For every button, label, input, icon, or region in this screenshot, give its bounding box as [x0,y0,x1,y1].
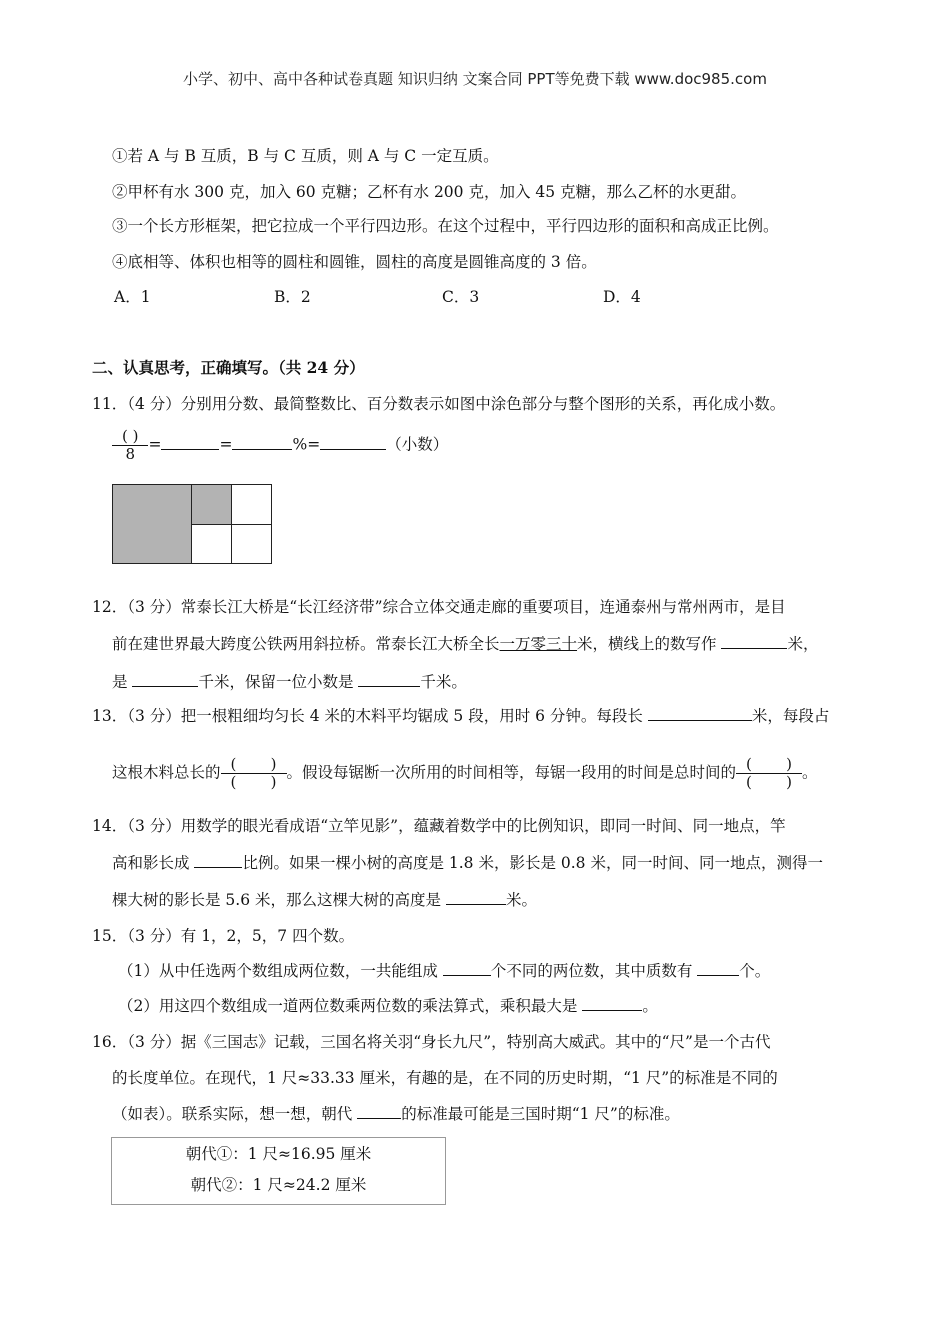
q13-line-2 [112,756,818,791]
page-header: 小学、初中、高中各种试卷真题 知识归纳 文案合同 PPT等免费下载 www.doc985.com [183,70,767,88]
figure-small-square [191,524,232,564]
q12-text: 千米，保留一位小数是 [198,673,354,691]
q14-text: 比例。如果一棵小树的高度是 1.8 米，影长是 0.8 米，同一时间、同一地点，测得一 [242,854,823,872]
section-title: 二、认真思考，正确填写。（共 24 分） [92,358,365,377]
q10-option-a[interactable]: A．1 [114,288,151,306]
q11-equals-1: = [148,435,162,454]
paren: ) [786,773,793,791]
q12-line-3 [112,672,467,692]
paren: ) [786,755,793,773]
q12-text: 米，横线上的数写作 [577,635,717,653]
q13-line-1 [92,706,829,726]
paren: ) [270,773,277,791]
q14-blank-proportion[interactable] [194,853,242,868]
q16-line-2: 的长度单位。在现代，1 尺≈33.33 厘米，有趣的是，在不同的历史时期，“1 尺”的标准是不同的 [112,1069,778,1087]
paren: ( [230,773,237,791]
q13-text: 米，每段占 [751,707,830,725]
q11-blank-decimal[interactable] [320,435,386,450]
q11-blank-percent[interactable] [232,435,292,450]
q12-blank-meters[interactable] [721,634,787,649]
q11-decimal-label: （小数） [386,435,449,454]
q15-part-2 [118,996,658,1016]
q11-equals-3: %= [292,435,321,454]
figure-big-shaded-square [112,484,192,564]
q13-text: 。假设每锯断一次所用的时间相等，每锯一段用的时间是总时间的 [286,763,737,782]
paren: ( [746,773,752,791]
q14-blank-height[interactable] [446,890,506,905]
q13-fraction-blank-2[interactable] [736,756,802,791]
figure-small-square [231,524,272,564]
q16-blank-dynasty[interactable] [357,1104,401,1119]
q15-stem: 15．（3 分）有 1，2，5，7 四个数。 [92,927,355,945]
q15-text: （1）从中任选两个数组成两位数，一共能组成 [118,962,438,980]
q14-line-3 [112,890,537,910]
q12-text: 是 [112,673,128,691]
q15-text: （2）用这四个数组成一道两位数乘两位数的乘法算式，乘积最大是 [118,997,578,1015]
q13-text: 。 [802,763,818,782]
q14-line-1: 14．（3 分）用数学的眼光看成语“立竿见影”，蕴藏着数学中的比例知识，即同一时间、同一地点，竿 [92,817,786,835]
table-row: 朝代①：1 尺≈16.95 厘米 [185,1145,372,1163]
paren: ) [270,755,277,773]
q13-text: 这根木料总长的 [112,763,221,782]
q12-underlined-number: 一万零三十 [499,635,578,653]
q12-text: 前在建世界最大跨度公铁两用斜拉桥。常泰长江大桥全长 [112,635,500,653]
q11-answer-line [112,428,448,463]
q16-line-3 [112,1104,680,1124]
q15-blank-primes[interactable] [697,961,739,976]
q15-text: 个。 [739,962,771,980]
q15-part-1 [118,961,770,981]
q14-text: 米。 [505,891,537,909]
q13-fraction-blank-1[interactable] [221,756,287,791]
q14-text: 高和影长成 [112,854,190,872]
q16-text: （如表）。联系实际，想一想，朝代 [112,1105,353,1123]
q13-text: 13．（3 分）把一根粗细均匀长 4 米的木料平均锯成 5 段，用时 6 分钟。每段长 [92,707,643,725]
q11-equals-2: = [219,435,233,454]
q11-blank-ratio[interactable] [161,435,219,450]
q10-option-c[interactable]: C．3 [442,288,480,306]
q11-fraction [112,428,148,463]
q13-blank-length[interactable] [648,706,752,721]
q15-blank-count[interactable] [443,961,491,976]
q12-blank-rounded[interactable] [358,672,420,687]
q16-line-1: 16．（3 分）据《三国志》记载，三国名将关羽“身长九尺”，特别高大威武。其中的“尺”是一个古代 [92,1033,771,1051]
q11-fraction-denominator: 8 [125,445,136,463]
q11-fraction-numerator: ( ) [112,428,148,446]
q14-line-2 [112,853,823,873]
q12-blank-km[interactable] [132,672,198,687]
q11-stem: 11．（4 分）分别用分数、最简整数比、百分数表示如图中涂色部分与整个图形的关系，再化成小数。 [92,395,786,413]
q16-text: 的标准最可能是三国时期“1 尺”的标准。 [401,1105,680,1123]
q14-text: 棵大树的影长是 5.6 米，那么这棵大树的高度是 [112,891,442,909]
figure-small-shaded-square [191,484,232,525]
q10-statement-1: ①若 A 与 B 互质，B 与 C 互质，则 A 与 C 一定互质。 [112,147,499,165]
paren: ( [230,755,237,773]
q12-text: 米， [787,635,819,653]
paren: ( [746,755,752,773]
q15-text: 。 [642,997,658,1015]
q12-line-2 [112,634,819,654]
table-row: 朝代②：1 尺≈24.2 厘米 [190,1176,367,1194]
figure-small-square [231,484,272,525]
q15-text: 个不同的两位数，其中质数有 [490,962,693,980]
q11-shaded-figure [112,484,272,564]
q12-line-1: 12．（3 分）常泰长江大桥是“长江经济带”综合立体交通走廊的重要项目，连通泰州与常州两市，是目 [92,598,786,616]
q10-statement-4: ④底相等、体积也相等的圆柱和圆锥，圆柱的高度是圆锥高度的 3 倍。 [112,253,597,271]
q12-text: 千米。 [420,673,467,691]
q10-option-d[interactable]: D．4 [603,288,641,306]
q10-option-b[interactable]: B．2 [274,288,311,306]
q16-dynasty-table [111,1137,446,1205]
q15-blank-product[interactable] [582,996,642,1011]
q10-statement-3: ③一个长方形框架，把它拉成一个平行四边形。在这个过程中，平行四边形的面积和高成正比例。 [112,217,779,235]
q10-statement-2: ②甲杯有水 300 克，加入 60 克糖；乙杯有水 200 克，加入 45 克糖，那么乙杯的水更甜。 [112,183,747,201]
